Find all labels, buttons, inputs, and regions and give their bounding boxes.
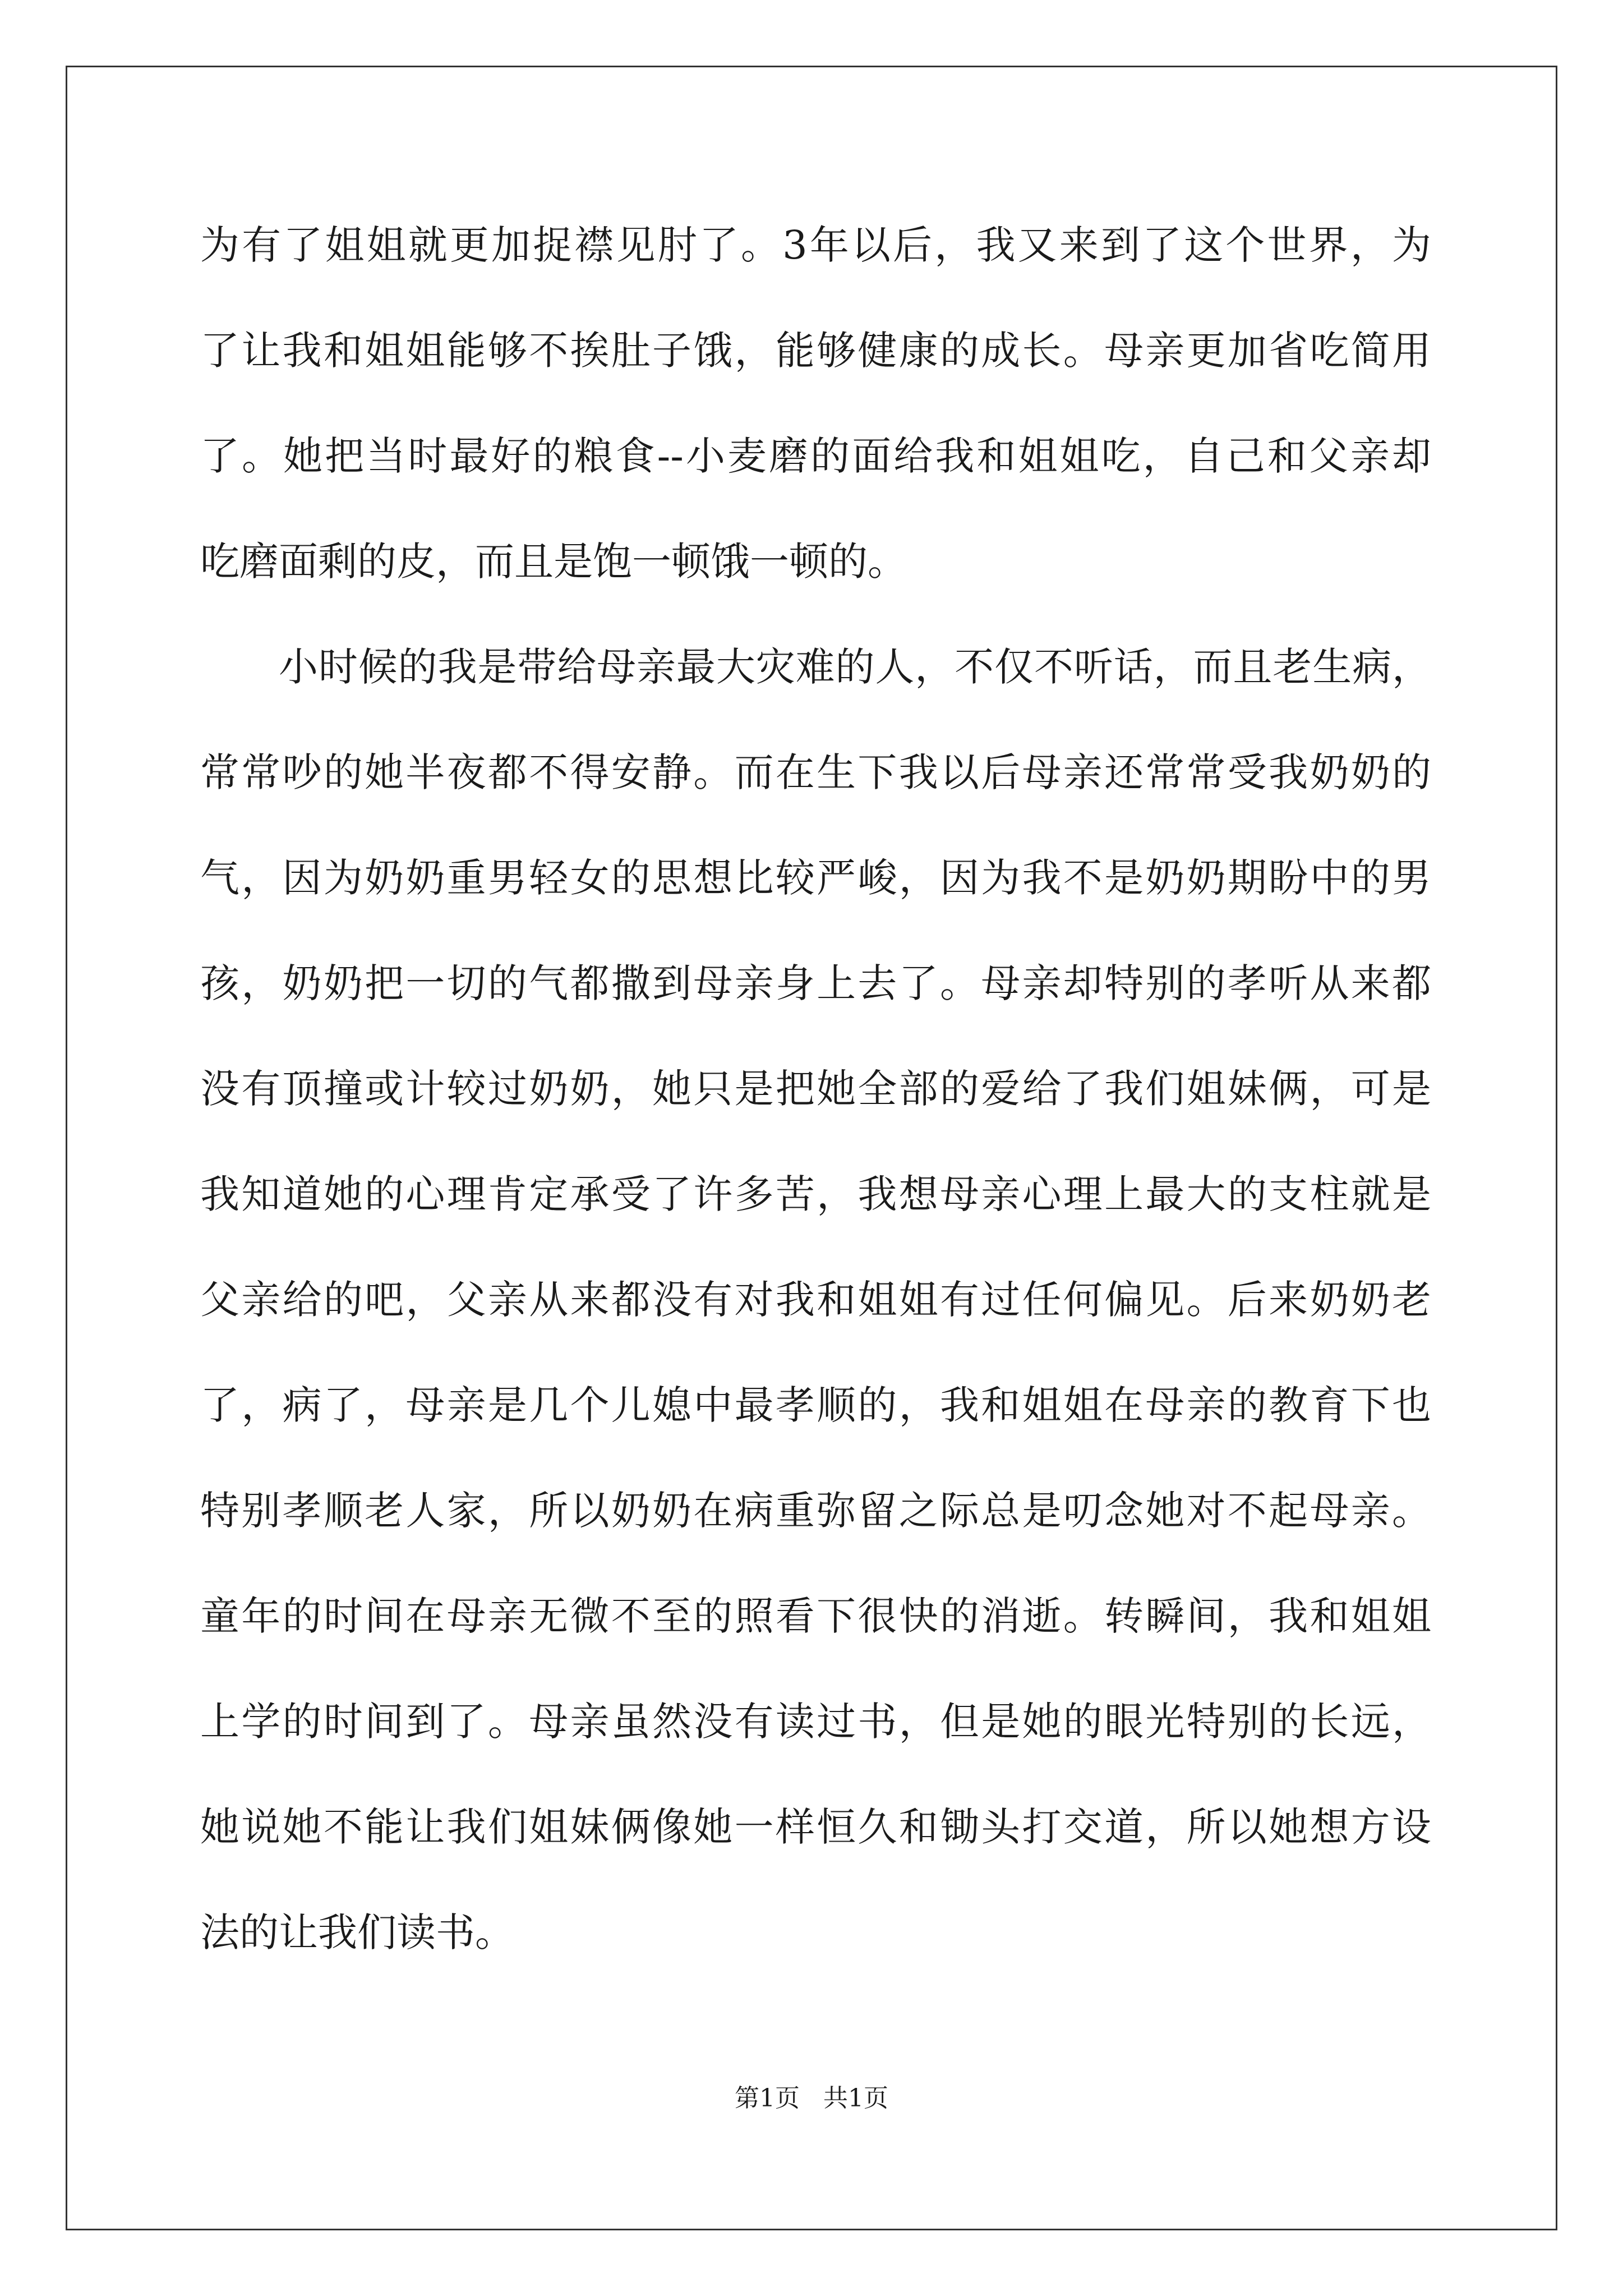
text-line: 她说她不能让我们姐妹俩像她一样恒久和锄头打交道，所以她想方设: [200, 1804, 1431, 1850]
text-line: 小时候的我是带给母亲最大灾难的人，不仅不听话，而且老生病，: [279, 644, 1431, 690]
text-line: 了，病了，母亲是几个儿媳中最孝顺的，我和姐姐在母亲的教育下也: [200, 1382, 1431, 1428]
text-line: 上学的时间到了。母亲虽然没有读过书，但是她的眼光特别的长远，: [200, 1699, 1431, 1745]
text-line: 了让我和姐姐能够不挨肚子饿，能够健康的成长。母亲更加省吃简用: [200, 328, 1431, 374]
text-line: 童年的时间在母亲无微不至的照看下很快的消逝。转瞬间，我和姐姐: [200, 1593, 1431, 1639]
text-line: 法的让我们读书。: [200, 1910, 514, 1955]
page-number-footer: 第1页 共1页: [735, 2084, 888, 2113]
text-line: 吃磨面剩的皮，而且是饱一顿饿一顿的。: [200, 539, 907, 585]
text-line: 了。她把当时最好的粮食--小麦磨的面给我和姐姐吃，自己和父亲却: [200, 433, 1431, 479]
text-line: 特别孝顺老人家，所以奶奶在病重弥留之际总是叨念她对不起母亲。: [200, 1488, 1431, 1534]
text-line: 为有了姐姐就更加捉襟见肘了。3年以后，我又来到了这个世界，为: [200, 222, 1431, 268]
text-line: 我知道她的心理肯定承受了许多苦，我想母亲心理上最大的支柱就是: [200, 1171, 1431, 1217]
text-line: 没有顶撞或计较过奶奶，她只是把她全部的爱给了我们姐妹俩，可是: [200, 1066, 1431, 1112]
text-line: 父亲给的吧，父亲从来都没有对我和姐姐有过任何偏见。后来奶奶老: [200, 1277, 1431, 1323]
document-body: [200, 219, 1431, 2012]
text-line: 常常吵的她半夜都不得安静。而在生下我以后母亲还常常受我奶奶的: [200, 749, 1431, 795]
text-line: 气，因为奶奶重男轻女的思想比较严峻，因为我不是奶奶期盼中的男: [200, 855, 1431, 901]
text-line: 孩，奶奶把一切的气都撒到母亲身上去了。母亲却特别的孝听从来都: [200, 960, 1431, 1006]
